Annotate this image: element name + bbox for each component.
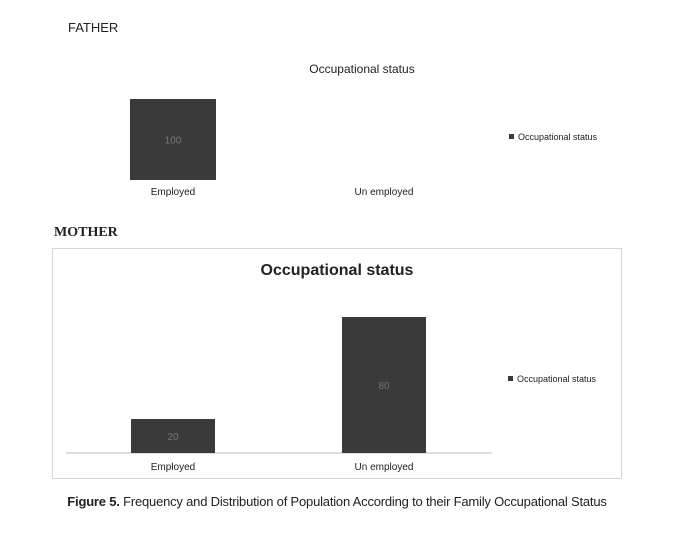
mother-x-tick-label-1: Employed: [150, 462, 196, 473]
mother-data-label-2: 80: [378, 381, 390, 392]
father-x-tick-label-2: Un employed: [354, 187, 414, 198]
mother-occupation-chart: [52, 248, 622, 480]
father-data-label-1: 100: [164, 135, 182, 147]
mother-legend: [508, 374, 597, 384]
father-chart-title: Occupational status: [309, 62, 415, 76]
father-legend-swatch: [509, 134, 514, 139]
mother-chart-title: Occupational status: [260, 262, 414, 279]
father-occupation-chart: [0, 55, 674, 205]
mother-x-tick-label-2: Un employed: [354, 462, 414, 473]
mother-data-label-1: 20: [167, 432, 179, 443]
mother-legend-swatch: [508, 376, 513, 381]
father-legend: [509, 132, 598, 142]
figure-caption-text: Frequency and Distribution of Population According to their Family Occupational Status: [123, 494, 607, 509]
mother-legend-label: Occupational status: [517, 374, 597, 384]
figure-caption-prefix: Figure 5.: [67, 494, 120, 509]
mother-section-label: MOTHER: [54, 225, 118, 240]
father-legend-label: Occupational status: [518, 132, 598, 142]
figure-caption: [0, 494, 674, 509]
father-section-label: FATHER: [68, 20, 119, 35]
father-x-tick-label-1: Employed: [150, 187, 196, 198]
